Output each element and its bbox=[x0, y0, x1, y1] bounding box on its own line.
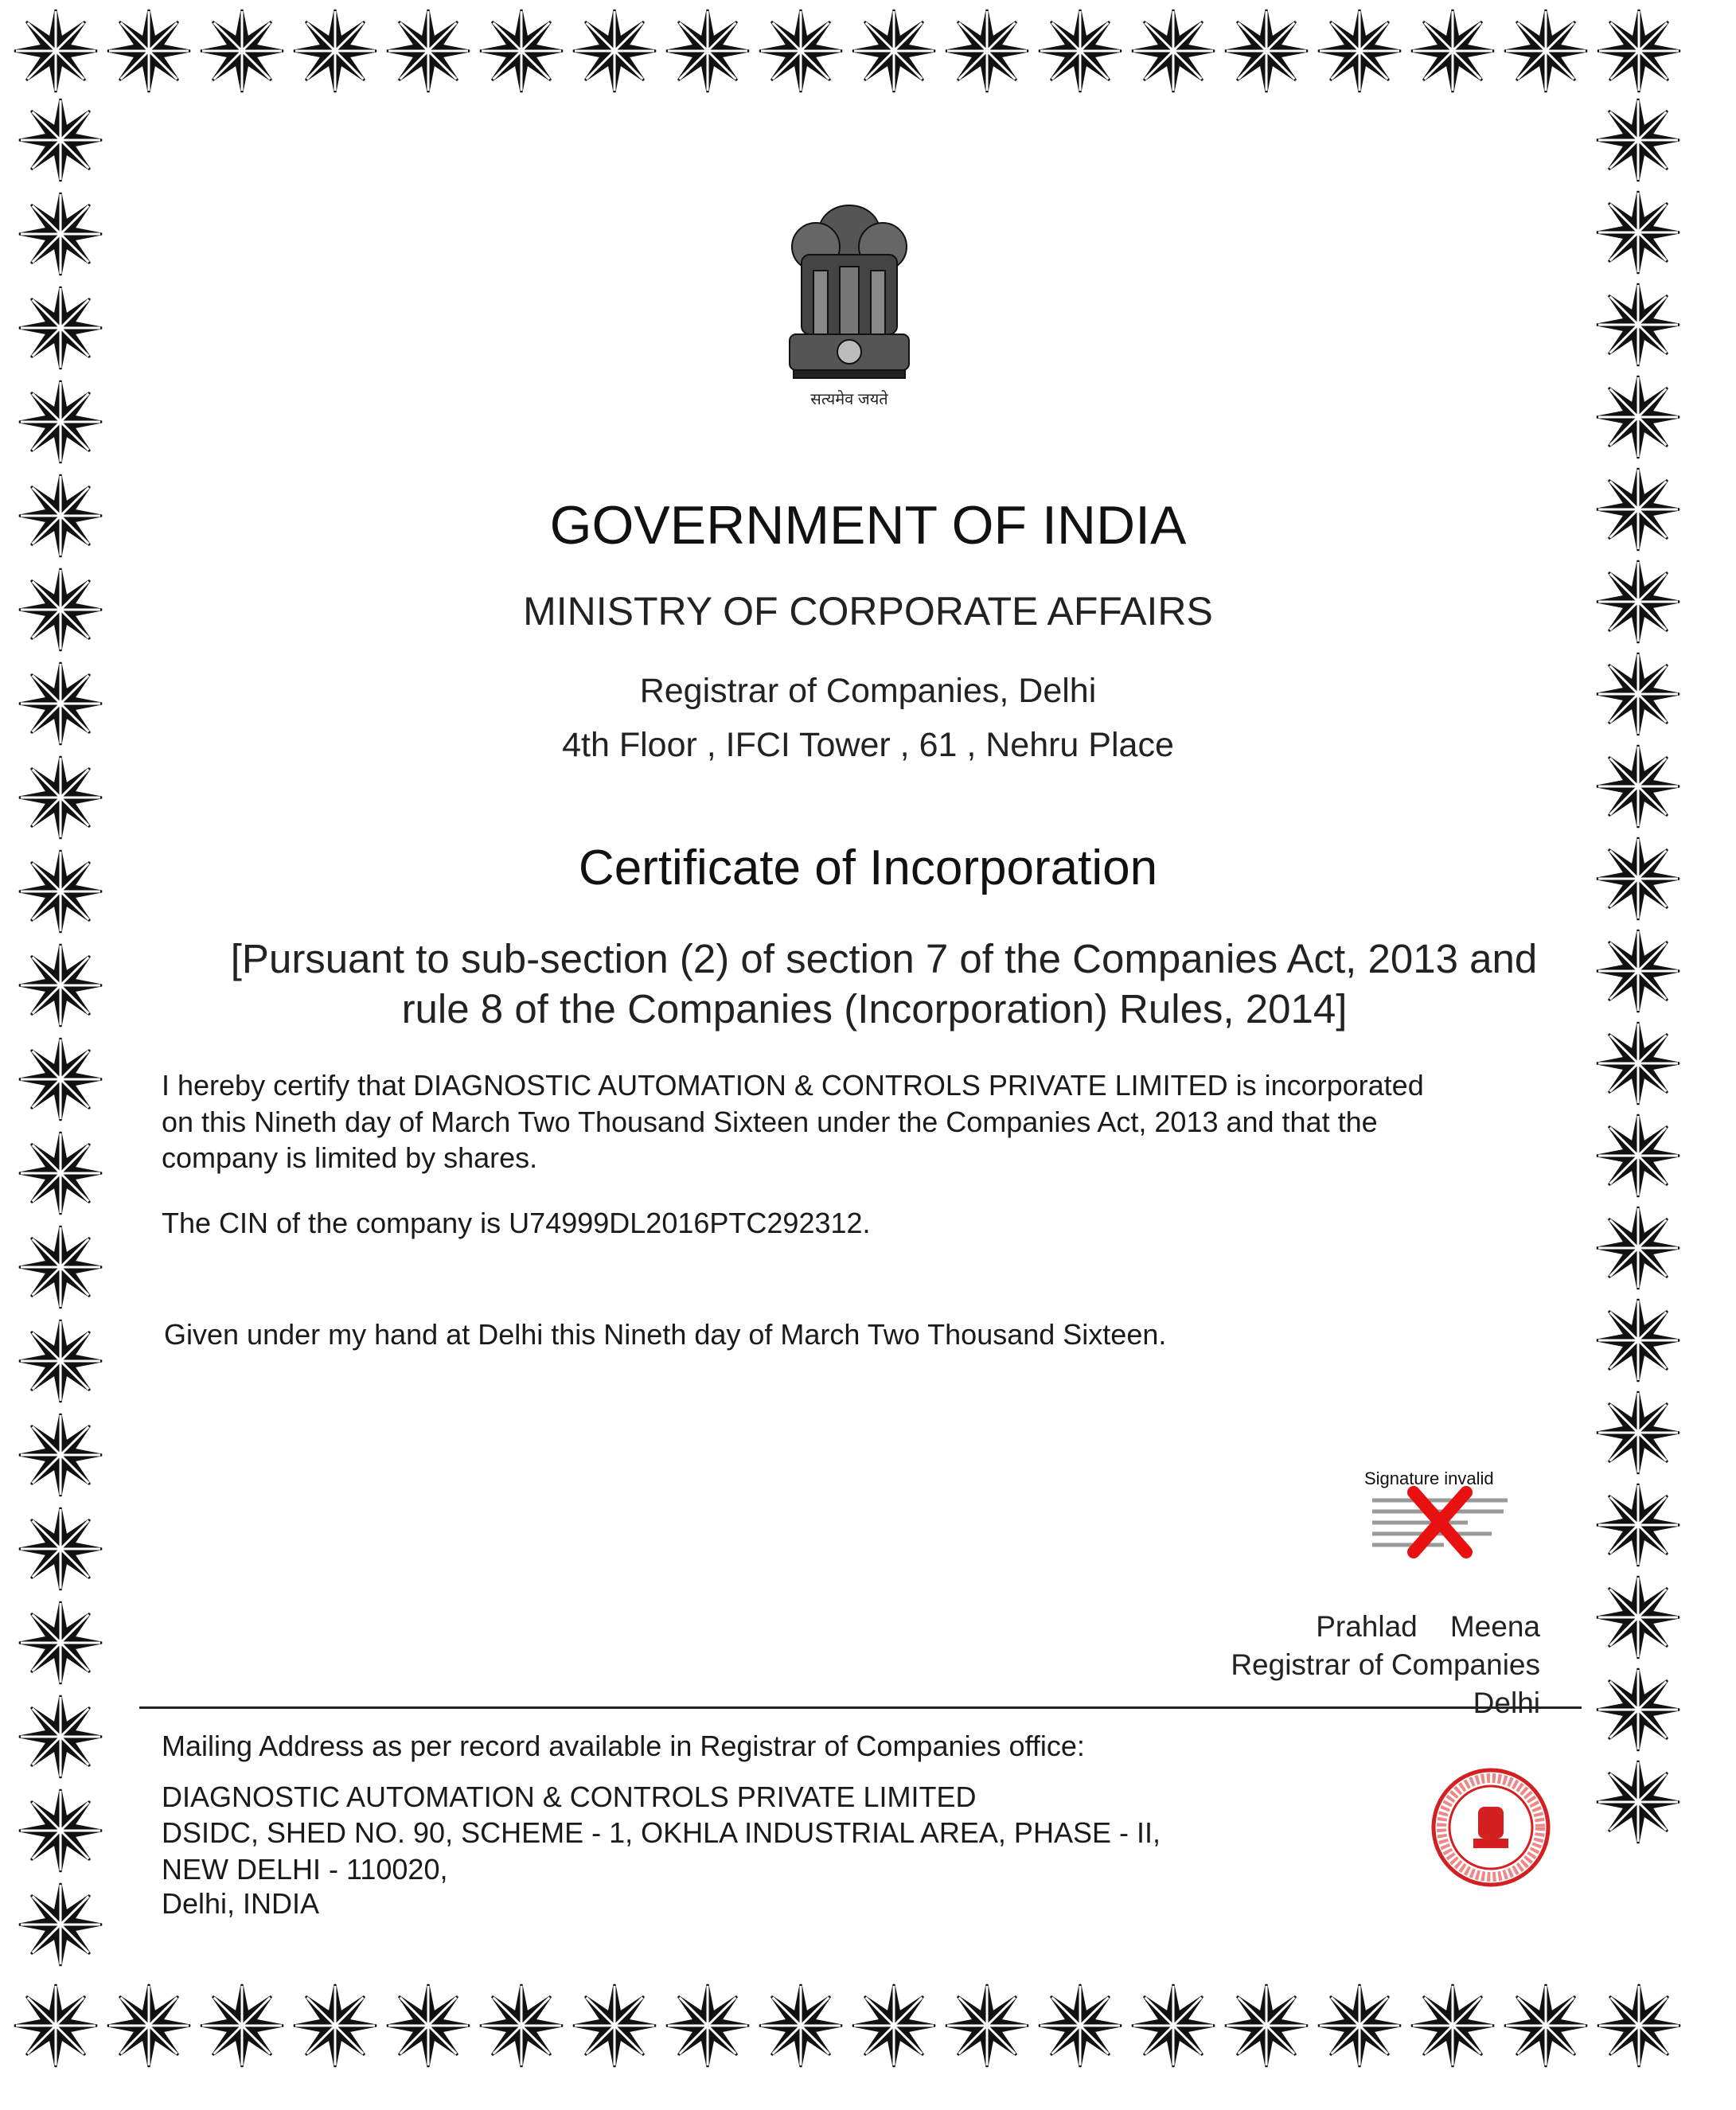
star-ornament-icon bbox=[17, 96, 104, 184]
star-ornament-icon bbox=[17, 1035, 104, 1123]
national-emblem-icon bbox=[770, 199, 929, 414]
star-ornament-icon bbox=[1595, 7, 1683, 95]
office-address: 4th Floor , IFCI Tower , 61 , Nehru Place bbox=[562, 726, 1174, 764]
star-ornament-icon bbox=[198, 1982, 286, 2069]
star-ornament-icon bbox=[17, 284, 104, 372]
star-ornament-icon bbox=[12, 7, 99, 95]
star-ornament-icon bbox=[17, 1787, 104, 1874]
star-ornament-icon bbox=[1594, 281, 1682, 369]
certificate-title: Certificate of Incorporation bbox=[578, 840, 1158, 895]
star-ornament-icon bbox=[850, 1982, 938, 2069]
pursuant-line-2: rule 8 of the Companies (Incorporation) Rules, 2014] bbox=[401, 986, 1348, 1032]
signature-status: Signature invalid bbox=[1364, 1468, 1494, 1488]
star-ornament-icon bbox=[943, 7, 1031, 95]
star-ornament-icon bbox=[1595, 1982, 1683, 2069]
star-ornament-icon bbox=[105, 7, 193, 95]
signer-first-name: Prahlad bbox=[1316, 1610, 1418, 1643]
invalid-x-icon bbox=[1404, 1484, 1476, 1560]
star-ornament-icon bbox=[757, 1982, 845, 2069]
registrar-seal-icon bbox=[1429, 1765, 1553, 1890]
star-ornament-icon bbox=[664, 7, 751, 95]
digital-signature-invalid[interactable] bbox=[1364, 1468, 1523, 1560]
star-ornament-icon bbox=[198, 7, 286, 95]
star-ornament-icon bbox=[1409, 1982, 1496, 2069]
star-ornament-icon bbox=[17, 1411, 104, 1499]
star-ornament-icon bbox=[17, 1693, 104, 1780]
certificate-body-line-3: company is limited by shares. bbox=[162, 1141, 538, 1174]
star-ornament-icon bbox=[664, 1982, 751, 2069]
star-ornament-icon bbox=[1594, 1666, 1682, 1753]
star-ornament-icon bbox=[1594, 1204, 1682, 1292]
star-ornament-icon bbox=[384, 7, 472, 95]
star-ornament-icon bbox=[1129, 7, 1217, 95]
signer-designation: Registrar of Companies bbox=[1231, 1648, 1540, 1681]
star-ornament-icon bbox=[1594, 1481, 1682, 1569]
star-ornament-icon bbox=[1594, 189, 1682, 276]
star-ornament-icon bbox=[12, 1982, 99, 2069]
pursuant-line-1: [Pursuant to sub-section (2) of section 7 of the Companies Act, 2013 and bbox=[230, 936, 1538, 981]
star-ornament-icon bbox=[17, 378, 104, 466]
star-ornament-icon bbox=[17, 754, 104, 841]
government-heading: GOVERNMENT OF INDIA bbox=[549, 495, 1187, 556]
star-ornament-icon bbox=[1129, 1982, 1217, 2069]
star-ornament-icon bbox=[17, 1317, 104, 1405]
star-ornament-icon bbox=[478, 7, 565, 95]
star-ornament-icon bbox=[1594, 373, 1682, 461]
certificate-body-line-1: I hereby certify that DIAGNOSTIC AUTOMATION & CONTROLS PRIVATE LIMITED is incorporated bbox=[162, 1069, 1424, 1102]
star-ornament-icon bbox=[17, 190, 104, 278]
signer-last-name: Meena bbox=[1449, 1610, 1540, 1643]
mailing-line-2: DSIDC, SHED NO. 90, SCHEME - 1, OKHLA INDUSTRIAL AREA, PHASE - II, bbox=[162, 1816, 1161, 1849]
star-ornament-icon bbox=[1594, 1112, 1682, 1199]
star-ornament-icon bbox=[105, 1982, 193, 2069]
signer-place: Delhi bbox=[1473, 1687, 1540, 1719]
star-ornament-icon bbox=[17, 1223, 104, 1311]
star-ornament-icon bbox=[1502, 7, 1590, 95]
ministry-heading: MINISTRY OF CORPORATE AFFAIRS bbox=[523, 589, 1213, 634]
star-ornament-icon bbox=[1502, 1982, 1590, 2069]
star-ornament-icon bbox=[571, 7, 658, 95]
mailing-label: Mailing Address as per record available in Registrar of Companies office: bbox=[162, 1730, 1085, 1762]
star-ornament-icon bbox=[943, 1982, 1031, 2069]
certificate-body-line-2: on this Nineth day of March Two Thousand Sixteen under the Companies Act, 2013 and that the bbox=[162, 1106, 1378, 1138]
star-ornament-icon bbox=[1316, 7, 1403, 95]
star-ornament-icon bbox=[1409, 7, 1496, 95]
registrar-office: Registrar of Companies, Delhi bbox=[639, 672, 1097, 710]
cin-line: The CIN of the company is U74999DL2016PTC292312. bbox=[162, 1207, 871, 1239]
star-ornament-icon bbox=[1594, 1574, 1682, 1661]
star-ornament-icon bbox=[17, 1599, 104, 1687]
signer-name bbox=[1316, 1609, 1540, 1644]
mailing-line-3: NEW DELHI - 110020, bbox=[162, 1853, 448, 1886]
star-ornament-icon bbox=[1036, 1982, 1124, 2069]
divider bbox=[139, 1706, 1582, 1709]
mailing-line-4: Delhi, INDIA bbox=[162, 1887, 320, 1920]
star-ornament-icon bbox=[1223, 7, 1310, 95]
emblem-motto: सत्यमेव जयते bbox=[810, 391, 888, 408]
star-ornament-icon bbox=[384, 1982, 472, 2069]
star-ornament-icon bbox=[1036, 7, 1124, 95]
mailing-line-1: DIAGNOSTIC AUTOMATION & CONTROLS PRIVATE LIMITED bbox=[162, 1780, 977, 1813]
star-ornament-icon bbox=[291, 1982, 379, 2069]
star-ornament-icon bbox=[17, 1881, 104, 1968]
star-ornament-icon bbox=[1594, 1758, 1682, 1846]
star-ornament-icon bbox=[1223, 1982, 1310, 2069]
star-ornament-icon bbox=[1316, 1982, 1403, 2069]
star-ornament-icon bbox=[1594, 1297, 1682, 1384]
star-ornament-icon bbox=[1594, 96, 1682, 184]
star-ornament-icon bbox=[291, 7, 379, 95]
given-line: Given under my hand at Delhi this Nineth day of March Two Thousand Sixteen. bbox=[164, 1318, 1167, 1351]
star-ornament-icon bbox=[757, 7, 845, 95]
star-ornament-icon bbox=[478, 1982, 565, 2069]
star-ornament-icon bbox=[17, 1129, 104, 1217]
star-ornament-icon bbox=[571, 1982, 658, 2069]
star-ornament-icon bbox=[17, 1505, 104, 1593]
star-ornament-icon bbox=[850, 7, 938, 95]
star-ornament-icon bbox=[1594, 1389, 1682, 1476]
